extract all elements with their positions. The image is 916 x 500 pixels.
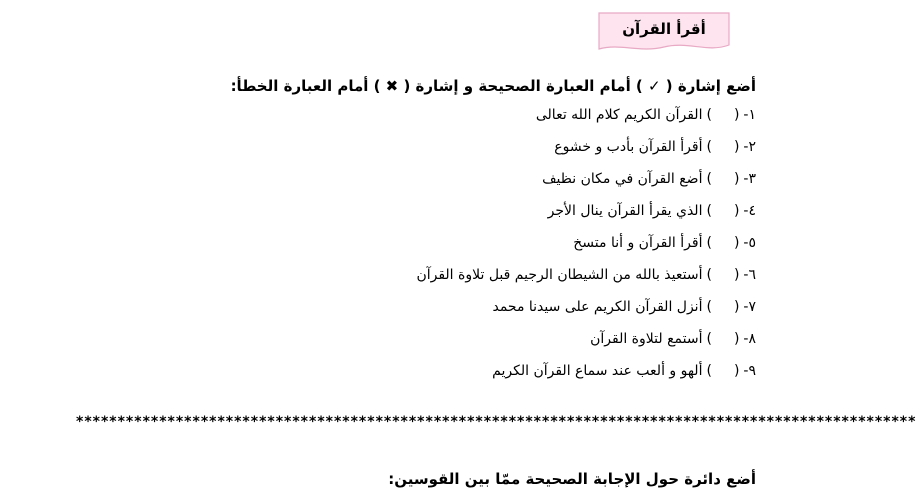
item-text: أستعيذ بالله من الشيطان الرجيم قبل تلاوة القرآن [416,267,703,283]
item-number: ٣- [743,171,756,187]
item-number: ٨- [743,331,756,347]
answer-box[interactable]: () [706,203,740,219]
list-item [56,195,756,227]
item-number: ١- [743,107,756,123]
answer-box[interactable]: () [706,331,740,347]
answer-box[interactable]: () [706,107,740,123]
item-text: ألهو و ألعب عند سماع القرآن الكريم [492,363,703,379]
list-item [56,355,756,387]
item-number: ٤- [743,203,756,219]
item-text: أقرأ القرآن بأدب و خشوع [554,139,703,155]
item-text: أضع القرآن في مكان نظيف [542,171,703,187]
item-number: ٦- [743,267,756,283]
answer-box[interactable]: () [706,139,740,155]
list-item [56,163,756,195]
instruction-circle-answer: أضع دائرة حول الإجابة الصحيحة ممّا بين القوسين: [388,470,756,488]
answer-box[interactable]: () [706,363,740,379]
list-item [56,259,756,291]
item-text: أستمع لتلاوة القرآن [590,331,703,347]
page-title: أقرأ القرآن [622,20,706,38]
item-number: ٧- [743,299,756,315]
item-number: ٩- [743,363,756,379]
item-text: القرآن الكريم كلام الله تعالى [535,107,703,123]
instruction-true-false: أضع إشارة ( ✓ ) أمام العبارة الصحيحة و إشارة ( ✖ ) أمام العبارة الخطأ: [230,77,756,95]
list-item [56,227,756,259]
answer-box[interactable]: () [706,299,740,315]
item-text: أنزل القرآن الكريم على سيدنا محمد [492,299,703,315]
item-number: ٥- [743,235,756,251]
title-banner [598,12,730,52]
divider-asterisks: ***************************************************************************************************** [76,414,916,430]
item-text: أقرأ القرآن و أنا متسخ [573,235,703,251]
item-text: الذي يقرأ القرآن ينال الأجر [547,203,703,219]
list-item [56,323,756,355]
answer-box[interactable]: () [706,267,740,283]
list-item [56,291,756,323]
list-item [56,99,756,131]
answer-box[interactable]: () [706,235,740,251]
item-number: ٢- [743,139,756,155]
answer-box[interactable]: () [706,171,740,187]
true-false-list [56,99,756,387]
list-item [56,131,756,163]
